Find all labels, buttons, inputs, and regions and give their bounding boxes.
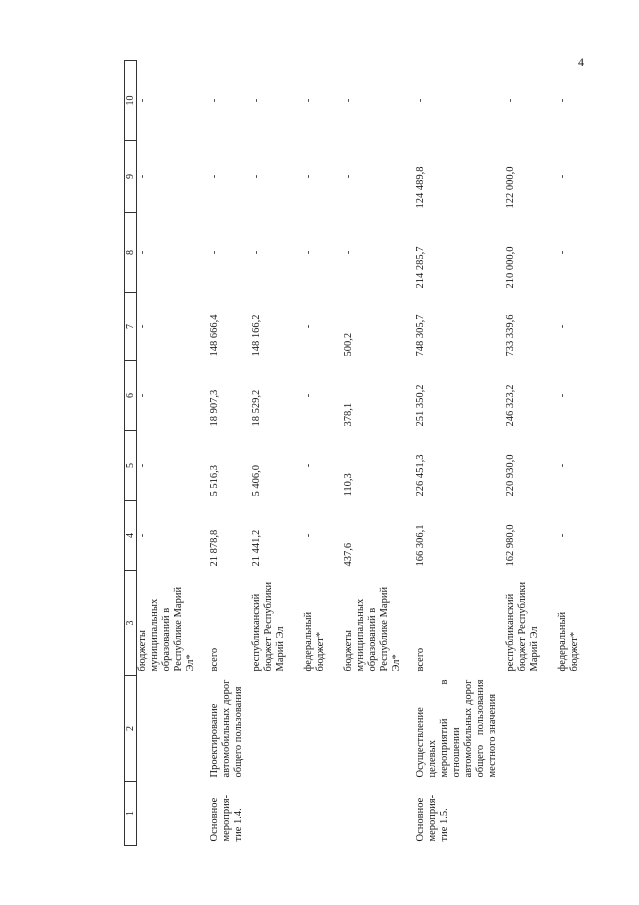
value-cell: - [137, 533, 148, 538]
table-row [327, 61, 403, 846]
value-cell: 5 516,3 [209, 465, 220, 497]
value-cell: - [137, 98, 148, 103]
funding-source-cell: республиканский бюджет Республики Марий Эл [505, 581, 540, 672]
value-cell: - [137, 463, 148, 468]
measure-code-cell [245, 782, 287, 846]
value-cell: 246 323,2 [505, 384, 516, 427]
value-cell: 500,2 [343, 332, 354, 357]
measure-name-cell: Осуществление целевых мероприятий в отношении автомобильных дорог общего пользования местного значения [415, 679, 498, 778]
column-number: 5 [125, 431, 137, 501]
column-number: 3 [125, 571, 137, 676]
value-cell: 210 000,0 [505, 246, 516, 289]
measure-code-cell: Основное мероприя-тие 1.5. [415, 794, 450, 842]
table-row [541, 61, 581, 846]
value-cell: - [251, 98, 262, 103]
value-cell: 220 930,0 [505, 454, 516, 497]
value-cell: - [303, 324, 314, 329]
measure-code-cell [137, 782, 198, 846]
value-cell: 124 489,8 [415, 166, 426, 209]
value-cell: 148 166,2 [251, 314, 262, 357]
value-cell: - [137, 393, 148, 398]
value-cell: - [137, 324, 148, 329]
value-cell: 437,6 [343, 542, 354, 567]
measure-name-cell [245, 676, 287, 782]
value-cell: 122 000,0 [505, 166, 516, 209]
measure-name-cell [499, 676, 541, 782]
funding-source-cell: бюджеты муниципальных образований в Республике Марий Эл* [137, 586, 196, 672]
value-cell: - [557, 393, 568, 398]
value-cell: - [415, 98, 426, 103]
column-number: 6 [125, 361, 137, 431]
value-cell: - [303, 250, 314, 255]
value-cell: - [209, 98, 220, 103]
value-cell: - [557, 174, 568, 179]
column-number: 9 [125, 141, 137, 213]
value-cell: - [209, 174, 220, 179]
value-cell: - [303, 393, 314, 398]
funding-source-cell: федеральный бюджет* [303, 611, 326, 672]
value-cell: - [557, 533, 568, 538]
column-number: 4 [125, 501, 137, 571]
funding-source-cell: бюджеты муниципальных образований в Республике Марий Эл* [343, 586, 402, 672]
value-cell: 214 285,7 [415, 246, 426, 289]
value-cell: - [137, 174, 148, 179]
table-row [499, 61, 541, 846]
value-cell: 162 980,0 [505, 524, 516, 567]
page-number: 4 [578, 55, 584, 69]
table-body [137, 61, 582, 846]
value-cell: 226 451,3 [415, 454, 426, 497]
table-row [287, 61, 327, 846]
column-number-row [125, 61, 137, 846]
measure-name-cell [137, 676, 198, 782]
column-number: 8 [125, 213, 137, 293]
column-number: 1 [125, 782, 137, 846]
value-cell: 5 406,0 [251, 465, 262, 497]
measure-name-cell [327, 676, 403, 782]
value-cell: 748 305,7 [415, 314, 426, 357]
measure-code-cell [541, 782, 581, 846]
funding-source-cell: всего [209, 647, 220, 672]
value-cell: 251 350,2 [415, 384, 426, 427]
value-cell: - [343, 250, 354, 255]
value-cell: 378,1 [343, 402, 354, 427]
budget-table [124, 60, 581, 846]
measure-code-cell [327, 782, 403, 846]
measure-name-cell [287, 676, 327, 782]
value-cell: - [557, 463, 568, 468]
column-number: 7 [125, 293, 137, 361]
value-cell: 21 441,2 [251, 529, 262, 567]
value-cell: 21 878,8 [209, 529, 220, 567]
value-cell: - [505, 98, 516, 103]
measure-code-cell [499, 782, 541, 846]
table-row [197, 61, 245, 846]
value-cell: - [303, 98, 314, 103]
value-cell: - [557, 98, 568, 103]
value-cell: - [343, 174, 354, 179]
column-number: 10 [125, 61, 137, 141]
value-cell: 166 306,1 [415, 524, 426, 567]
funding-source-cell: республиканский бюджет Республики Марий Эл [251, 581, 286, 672]
table-row [245, 61, 287, 846]
value-cell: - [251, 250, 262, 255]
value-cell: 733 339,6 [505, 314, 516, 357]
value-cell: 18 907,3 [209, 389, 220, 427]
value-cell: - [303, 533, 314, 538]
value-cell: - [557, 324, 568, 329]
value-cell: - [209, 250, 220, 255]
value-cell: - [303, 463, 314, 468]
value-cell: - [343, 98, 354, 103]
measure-code-cell [287, 782, 327, 846]
value-cell: 18 529,2 [251, 389, 262, 427]
table-row [137, 61, 198, 846]
rotated-table-container [124, 61, 594, 846]
value-cell: - [557, 250, 568, 255]
column-number: 2 [125, 676, 137, 782]
value-cell: - [251, 174, 262, 179]
measure-name-cell [541, 676, 581, 782]
value-cell: 110,3 [343, 473, 354, 497]
measure-name-cell: Проектирование автомобильных дорог общего пользования [209, 679, 244, 778]
value-cell: 148 666,4 [209, 314, 220, 357]
value-cell: - [303, 174, 314, 179]
table-row [403, 61, 499, 846]
measure-code-cell: Основное мероприя-тие 1.4. [209, 794, 244, 842]
funding-source-cell: федеральный бюджет* [557, 611, 580, 672]
value-cell: - [137, 250, 148, 255]
funding-source-cell: всего [415, 647, 426, 672]
